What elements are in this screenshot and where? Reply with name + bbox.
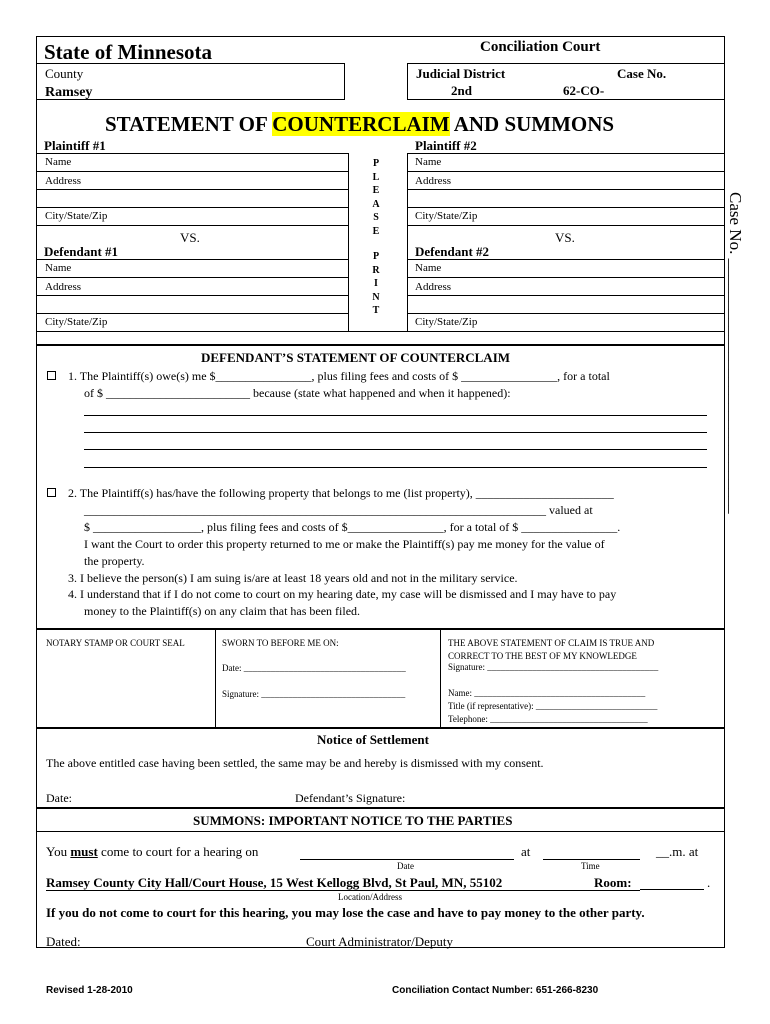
reason-line-3[interactable]: [84, 449, 707, 450]
item1-line2: of $ ________________________ because (state what happened and when it happened):: [84, 386, 511, 400]
claimant-name-field[interactable]: Name: ______________________________________: [448, 688, 646, 698]
dated-label: Dated:: [46, 934, 81, 949]
defendant2-label: Defendant #2: [415, 244, 490, 259]
plaintiff2-city-field[interactable]: City/State/Zip: [415, 210, 478, 222]
sworn-label: SWORN TO BEFORE ME ON:: [222, 638, 339, 648]
settlement-signature-label[interactable]: Defendant’s Signature:: [295, 791, 406, 805]
counterclaim-heading: DEFENDANT’S STATEMENT OF COUNTERCLAIM: [201, 350, 511, 365]
item4-line1: 4. I understand that if I do not come to court on my hearing date, my case will be dismissed and I may have to pay: [68, 587, 617, 601]
location-caption: Location/Address: [338, 892, 402, 902]
room-label: Room:: [594, 875, 632, 890]
defendant1-city-field[interactable]: City/State/Zip: [45, 316, 108, 328]
claimant-telephone-field[interactable]: Telephone: ___________________________________: [448, 714, 648, 724]
settlement-heading: Notice of Settlement: [317, 732, 429, 747]
sworn-signature-field[interactable]: Signature: ________________________________: [222, 689, 406, 699]
summons-heading: SUMMONS: IMPORTANT NOTICE TO THE PARTIES: [193, 813, 513, 828]
administrator-signature-field[interactable]: [493, 947, 724, 948]
item2-line1: 2. The Plaintiff(s) has/have the following property that belongs to me (list property), _______________________: [68, 486, 614, 500]
item2-line2: _____________________________________________________________________________ valued at: [84, 503, 593, 517]
notary-label: NOTARY STAMP OR COURT SEAL: [46, 638, 185, 648]
item2-line4: I want the Court to order this property returned to me or make the Plaintiff(s) pay me money for the value of: [84, 537, 605, 551]
item2-line5: the property.: [84, 554, 145, 568]
dated-field[interactable]: [95, 947, 299, 948]
court-location: Ramsey County City Hall/Court House, 15 West Kellogg Blvd, St Paul, MN, 55102: [46, 875, 503, 890]
vs-right: VS.: [555, 230, 575, 245]
defendant1-address-field[interactable]: Address: [45, 281, 82, 293]
item2-checkbox[interactable]: [47, 488, 56, 497]
hearing-time-field[interactable]: [543, 859, 640, 860]
judicial-district-label: Judicial District: [416, 66, 506, 81]
true-statement-line2: CORRECT TO THE BEST OF MY KNOWLEDGE: [448, 651, 637, 661]
title-prefix: STATEMENT OF: [105, 112, 273, 136]
room-period: .: [707, 875, 711, 890]
title-suffix: AND SUMMONS: [449, 112, 615, 136]
hearing-date-field[interactable]: [300, 859, 514, 860]
plaintiff2-label: Plaintiff #2: [415, 138, 477, 153]
reason-line-1[interactable]: [84, 415, 707, 416]
contact-number: Conciliation Contact Number: 651-266-8230: [392, 985, 599, 996]
must-emphasis: must: [70, 844, 98, 859]
plaintiff1-name-field[interactable]: Name: [45, 156, 72, 168]
defendant1-name-field[interactable]: Name: [45, 262, 72, 274]
item1-line1: 1. The Plaintiff(s) owe(s) me $________________, plus filing fees and costs of $ ________________, for a total: [68, 369, 610, 383]
defendant2-name-field[interactable]: Name: [415, 262, 442, 274]
item1-checkbox[interactable]: [47, 371, 56, 380]
case-no-label: Case No.: [617, 66, 667, 81]
plaintiff1-address-field[interactable]: Address: [45, 175, 82, 187]
room-field[interactable]: [640, 889, 704, 890]
plaintiff1-label: Plaintiff #1: [44, 138, 106, 153]
time-caption: Time: [581, 861, 600, 871]
hearing-sentence: You must come to court for a hearing on: [46, 844, 259, 859]
location-underline: [46, 890, 640, 891]
plaintiff2-address-field[interactable]: Address: [415, 175, 452, 187]
reason-line-2[interactable]: [84, 432, 707, 433]
title-highlight: COUNTERCLAIM: [272, 112, 450, 136]
defendant1-label: Defendant #1: [44, 244, 119, 259]
form-title: [105, 114, 614, 135]
true-statement-line1: THE ABOVE STATEMENT OF CLAIM IS TRUE AND: [448, 638, 655, 648]
item3: 3. I believe the person(s) I am suing is/are at least 18 years old and not in the military service.: [68, 571, 518, 585]
judicial-district-value[interactable]: 2nd: [451, 83, 472, 98]
vs-left: VS.: [180, 230, 200, 245]
warning-text: If you do not come to court for this hearing, you may lose the case and have to pay money to the other party.: [46, 905, 645, 920]
plaintiff2-name-field[interactable]: Name: [415, 156, 442, 168]
item2-line3: $ __________________, plus filing fees and costs of $________________, for a total of $ ________________.: [84, 520, 621, 534]
reason-line-4[interactable]: [84, 467, 707, 468]
county-label: County: [45, 66, 84, 81]
settlement-text: The above entitled case having been settled, the same may be and hereby is dismissed with my consent.: [46, 756, 544, 770]
state-title: State of Minnesota: [44, 40, 212, 64]
claimant-signature-field[interactable]: Signature: ______________________________________: [448, 662, 659, 672]
item4-line2: money to the Plaintiff(s) on any claim that has been filed.: [84, 604, 361, 618]
defendant2-city-field[interactable]: City/State/Zip: [415, 316, 478, 328]
print-vertical: P R I N T: [372, 251, 380, 316]
sworn-date-field[interactable]: Date: ____________________________________: [222, 663, 406, 673]
am-pm-label: __.m. at: [656, 844, 699, 859]
claimant-title-field[interactable]: Title (if representative): ___________________________: [448, 701, 658, 711]
date-caption: Date: [397, 861, 414, 871]
settlement-date-label[interactable]: Date:: [46, 791, 72, 805]
at-label: at: [521, 844, 531, 859]
case-no-value[interactable]: 62-CO-: [563, 83, 605, 98]
court-name: Conciliation Court: [480, 39, 601, 55]
county-value[interactable]: Ramsey: [45, 85, 93, 100]
plaintiff1-city-field[interactable]: City/State/Zip: [45, 210, 108, 222]
administrator-label: Court Administrator/Deputy: [306, 934, 453, 949]
defendant2-address-field[interactable]: Address: [415, 281, 452, 293]
revised-date: Revised 1-28-2010: [46, 985, 133, 996]
side-case-no: Case No. ______________________________: [726, 192, 745, 514]
please-vertical: P L E A S E: [372, 158, 380, 237]
